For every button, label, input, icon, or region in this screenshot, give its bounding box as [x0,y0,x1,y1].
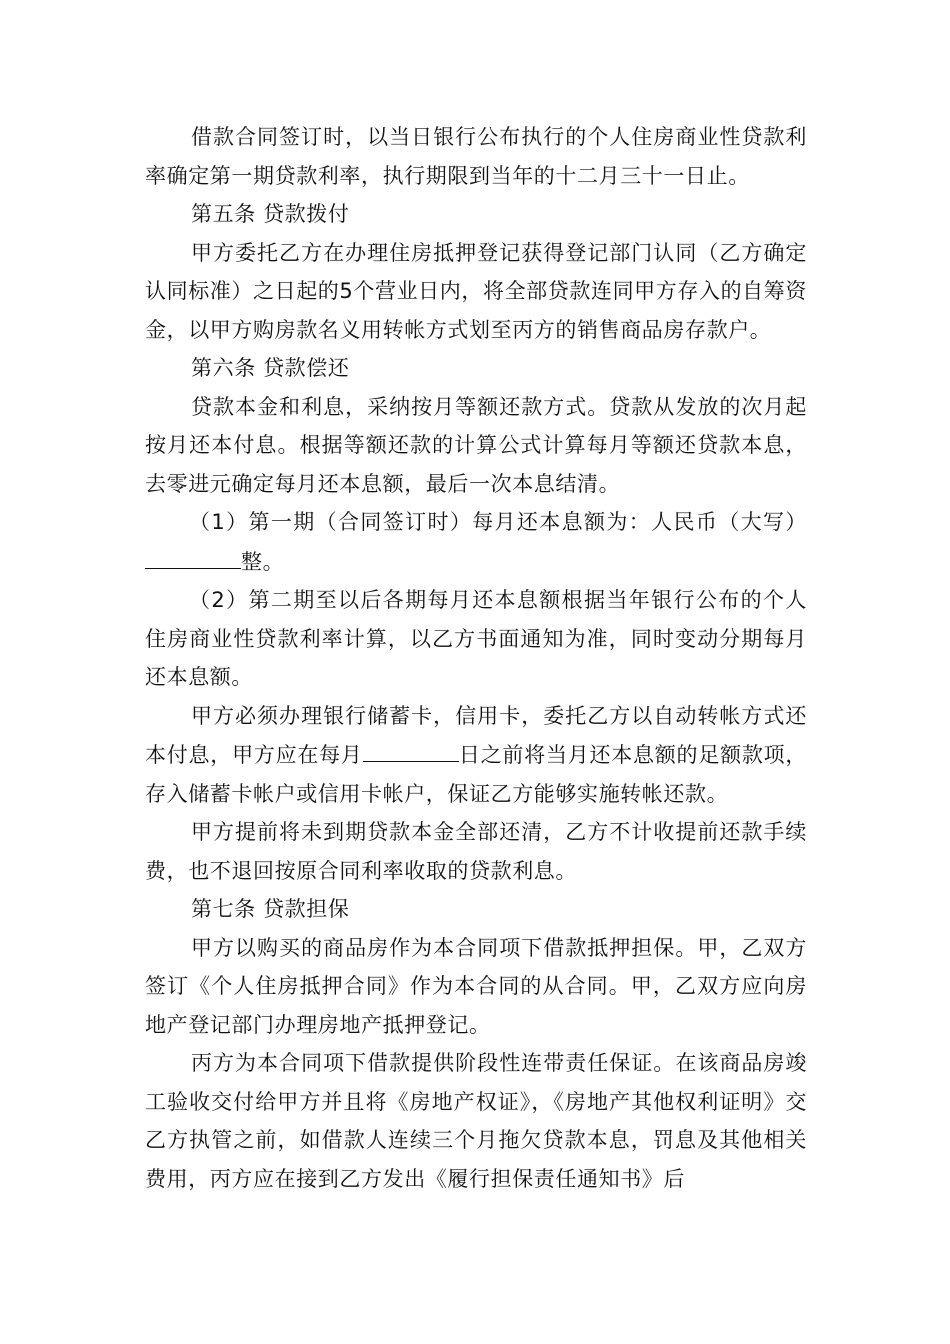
paragraph-early-repayment: 甲方提前将未到期贷款本金全部还清，乙方不计收提前还款手续费，也不退回按原合同利率收取的贷款利息。 [145,820,807,883]
item-1-first-installment [145,503,807,581]
article-6-heading: 第六条 贷款偿还 [191,356,350,380]
paragraph-repayment-method: 贷款本金和利息，采纳按月等额还款方式。贷款从发放的次月起按月还本付息。根据等额还款的计算公式计算每月等额还贷款本息，去零进元确定每月还本息额，最后一次本息结清。 [145,394,807,496]
amount-blank-line [145,542,241,569]
document-body [145,118,807,1198]
auto-transfer-suffix: 日之前将当月还本息额的足额款项，存入储蓄卡帐户或信用卡帐户，保证乙方能够实施转帐还款。 [145,743,808,806]
item-1-text: （1）第一期（合同签订时）每月还本息额为：人民币（大写） [189,510,807,534]
item-1-suffix: 整。 [241,549,285,574]
auto-transfer-text: 甲方必须办理银行储蓄卡，信用卡，委托乙方以自动转帐方式还本付息，甲方应在每月 [145,703,807,767]
paragraph-auto-transfer [145,697,807,814]
item-2-later-installments: （2）第二期至以后各期每月还本息额根据当年银行公布的个人住房商业性贷款利率计算，以乙方书面通知为准，同时变动分期每月还本息额。 [145,588,807,689]
article-5-heading: 第五条 贷款拨付 [191,202,350,226]
day-blank-line [363,735,459,762]
paragraph-joint-liability: 丙方为本合同项下借款提供阶段性连带责任保证。在该商品房竣工验收交付给甲方并且将《房地产权证》，《房地产其他权利证明》交乙方执管之前，如借款人连续三个月拖欠贷款本息，罚息及其他相关费用，丙方应在接到乙方发出《履行担保责任通知书》后 [145,1051,807,1191]
article-7-heading: 第七条 贷款担保 [191,897,350,921]
paragraph-loan-rate: 借款合同签订时，以当日银行公布执行的个人住房商业性贷款利率确定第一期贷款利率，执行期限到当年的十二月三十一日止。 [145,125,807,188]
paragraph-loan-disbursement: 甲方委托乙方在办理住房抵押登记获得登记部门认同（乙方确定认同标准）之日起的5个营业日内，将全部贷款连同甲方存入的自筹资金，以甲方购房款名义用转帐方式划至丙方的销售商品房存款户。 [145,240,807,342]
paragraph-mortgage-guarantee: 甲方以购买的商品房作为本合同项下借款抵押担保。甲，乙双方签订《个人住房抵押合同》作为本合同的从合同。甲，乙双方应向房地产登记部门办理房地产抵押登记。 [145,935,807,1037]
